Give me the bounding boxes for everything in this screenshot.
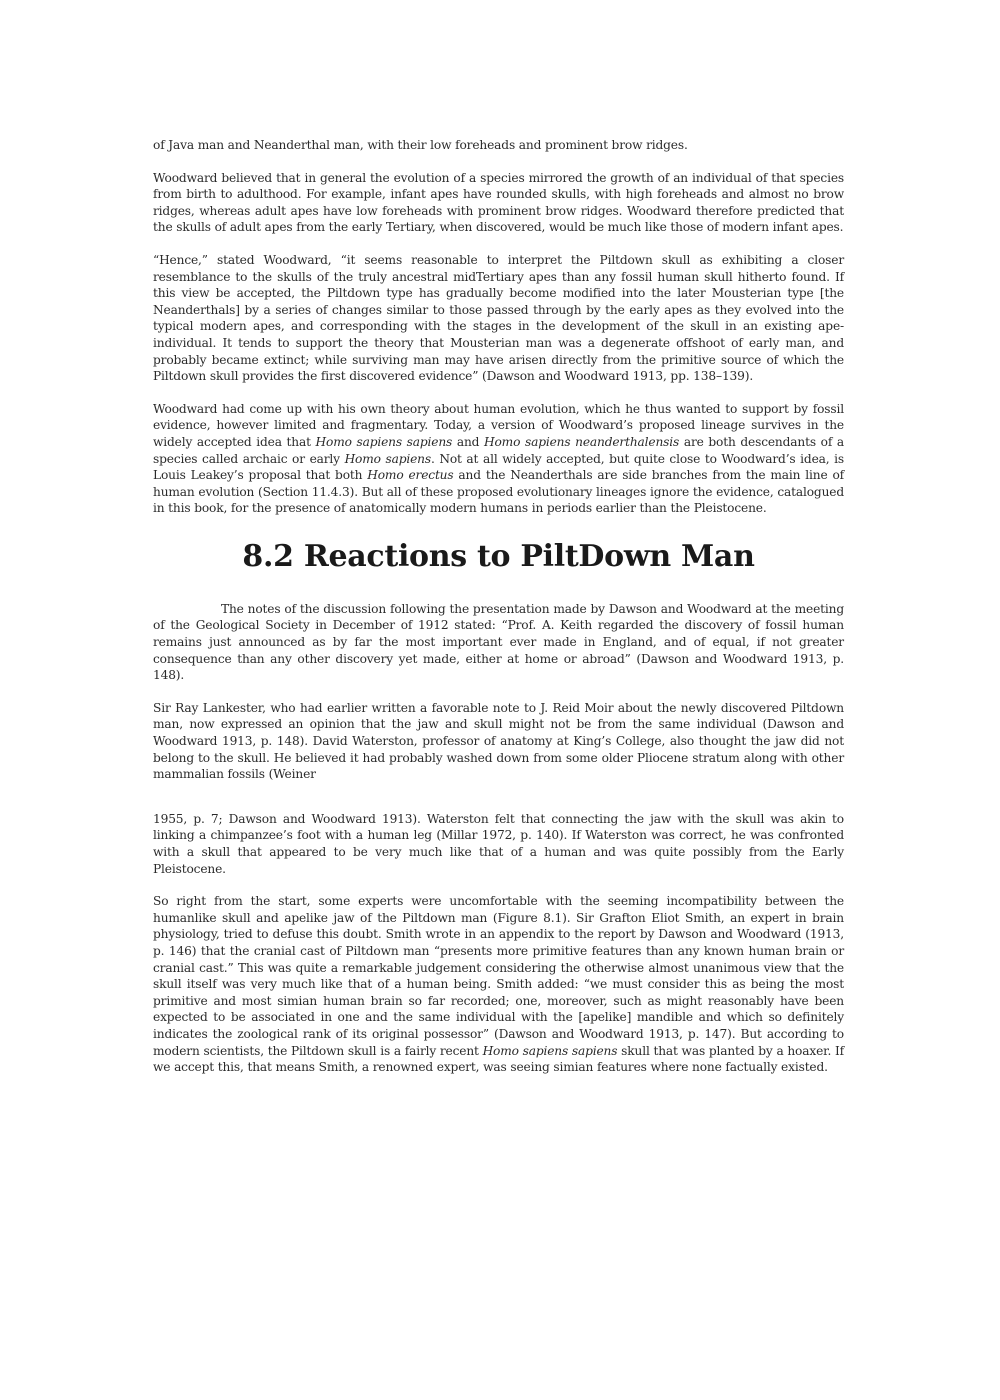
paragraph-woodward-quote: “Hence,” stated Woodward, “it seems reasonable to interpret the Piltdown skull as exhibiting a closer resemblance to the skulls of the truly ancestral midTertiary apes than any fossil human skull hitherto found. If this view be accepted, the Piltdown type has gradually become modified into the later Mousterian type [the Neanderthals] by a series of changes similar to those passed through by the early apes as they evolved into the typical modern apes, and corresponding with the stages in the development of the skull in an existing ape-individual. It tends to support the theory that Mousterian man was a degenerate offshoot of early man, and probably became extinct; while surviving man may have arisen directly from the primitive source of which the Piltdown skull provides the first discovered evidence” (Dawson and Woodward 1913, pp. 138–139). [153,252,844,384]
paragraph-woodward-theory: Woodward had come up with his own theory about human evolution, which he thus wanted to support by fossil evidence, however limited and fragmentary. Today, a version of Woodward’s proposed lineage survives in the widely accepted idea that Homo sapiens sapiens and Homo sapiens neanderthalensis are both descendants of a species called archaic or early Homo sapiens. Not at all widely accepted, but quite close to Woodward’s idea, is Louis Leakey’s proposal that both Homo erectus and the Neanderthals are side branches from the main line of human evolution (Section 11.4.3). But all of these proposed evolutionary lineages ignore the evidence, catalogued in this book, for the presence of anatomically modern humans in periods earlier than the Pleistocene. [153,401,844,516]
paragraph-discussion-notes: The notes of the discussion following the presentation made by Dawson and Woodward at the meeting of the Geological Society in December of 1912 stated: “Prof. A. Keith regarded the discovery of fossil human remains just announced as by far the most important ever made in England, and of equal, if not greater consequence than any other discovery yet made, either at home or abroad” (Dawson and Woodward 1913, p. 148). [153,601,844,683]
section-heading: 8.2 Reactions to PiltDown Man [242,538,755,574]
italic-species-name: Homo sapiens sapiens [315,434,453,449]
paragraph-lankester: Sir Ray Lankester, who had earlier written a favorable note to J. Reid Moir about the newly discovered Piltdown man, now expressed an opinion that the jaw and skull might not be from the same individual (Dawson and Woodward 1913, p. 148). David Waterston, professor of anatomy at King’s College, also thought the jaw did not belong to the skull. He believed it had probably washed down from some older Pliocene stratum along with other mammalian fossils (Weiner [153,700,844,782]
paragraph-smith: So right from the start, some experts were uncomfortable with the seeming incompatibility between the humanlike skull and apelike jaw of the Piltdown man (Figure 8.1). Sir Grafton Eliot Smith, an expert in brain physiology, tried to defuse this doubt. Smith wrote in an appendix to the report by Dawson and Woodward (1913, p. 146) that the cranial cast of Piltdown man “presents more primitive features than any known human brain or cranial cast.” This was quite a remarkable judgement considering the otherwise almost unanimous view that the skull itself was very much like that of a human being. Smith added: “we must consider this as being the most primitive and most simian human brain so far recorded; one, moreover, such as might reasonably have been expected to be associated in one and the same individual with the [apelike] mandible and which so definitely indicates the zoological rank of its original possessor” (Dawson and Woodward 1913, p. 147). But according to modern scientists, the Piltdown skull is a fairly recent Homo sapiens sapiens skull that was planted by a hoaxer. If we accept this, that means Smith, a renowned expert, was seeing simian features where none factually existed. [153,894,844,1075]
paragraph-woodward-evolution: Woodward believed that in general the evolution of a species mirrored the growth of an individual of that species from birth to adulthood. For example, infant apes have rounded skulls, with high foreheads and almost no brow ridges, whereas adult apes have low foreheads with prominent brow ridges. Woodward therefore predicted that the skulls of adult apes from the early Tertiary, when discovered, would be much like those of modern infant apes. [153,170,844,235]
paragraph-waterston: 1955, p. 7; Dawson and Woodward 1913). Waterston felt that connecting the jaw with the skull was akin to linking a chimpanzee’s foot with a human leg (Millar 1972, p. 140). If Waterston was correct, he was confronted with a skull that appeared to be very much like that of a human and was quite possibly from the Early Pleistocene. [153,811,844,876]
page-body [153,137,844,1076]
italic-species-name: Homo sapiens sapiens [482,1043,618,1058]
italic-species-name: Homo sapiens [344,451,431,466]
italic-species-name: Homo sapiens neanderthalensis [484,434,680,449]
italic-species-name: Homo erectus [367,468,454,483]
paragraph-java-neanderthal: of Java man and Neanderthal man, with their low foreheads and prominent brow ridges. [153,138,688,152]
